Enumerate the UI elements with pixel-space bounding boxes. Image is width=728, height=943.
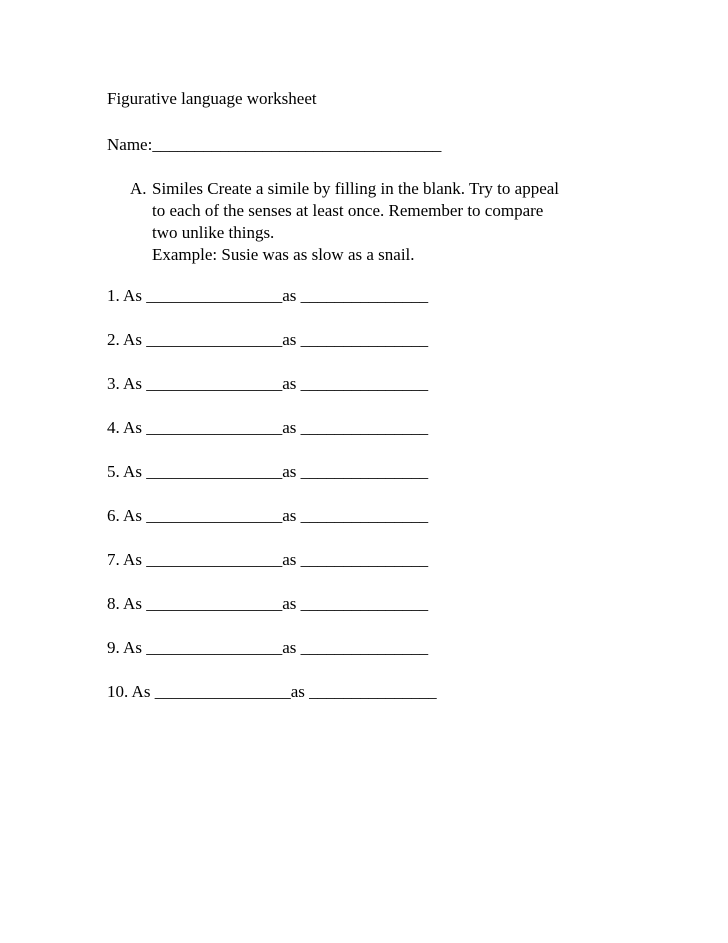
simile-item: 7. As ________________as _______________ bbox=[107, 550, 429, 569]
simile-item: 5. As ________________as _______________ bbox=[107, 462, 429, 481]
simile-item: 8. As ________________as _______________ bbox=[107, 594, 429, 613]
simile-item: 6. As ________________as _______________ bbox=[107, 506, 429, 525]
instruction-line: Similes Create a simile by filling in the blank. Try to appeal bbox=[152, 179, 560, 198]
similes-instructions bbox=[130, 178, 630, 266]
simile-item: 2. As ________________as _______________ bbox=[107, 330, 429, 349]
worksheet-title: Figurative language worksheet bbox=[107, 89, 317, 108]
simile-item: 1. As ________________as _______________ bbox=[107, 286, 429, 305]
section-body bbox=[152, 178, 630, 266]
section-marker: A. bbox=[130, 179, 147, 198]
instruction-line: to each of the senses at least once. Remember to compare bbox=[152, 201, 544, 220]
simile-item: 9. As ________________as _______________ bbox=[107, 638, 429, 657]
example-line: Example: Susie was as slow as a snail. bbox=[152, 245, 415, 264]
instruction-line: two unlike things. bbox=[152, 223, 275, 242]
simile-item: 4. As ________________as _______________ bbox=[107, 418, 429, 437]
simile-item: 10. As ________________as _______________ bbox=[107, 682, 437, 701]
name-field-line: Name:__________________________________ bbox=[107, 135, 442, 154]
simile-item: 3. As ________________as _______________ bbox=[107, 374, 429, 393]
